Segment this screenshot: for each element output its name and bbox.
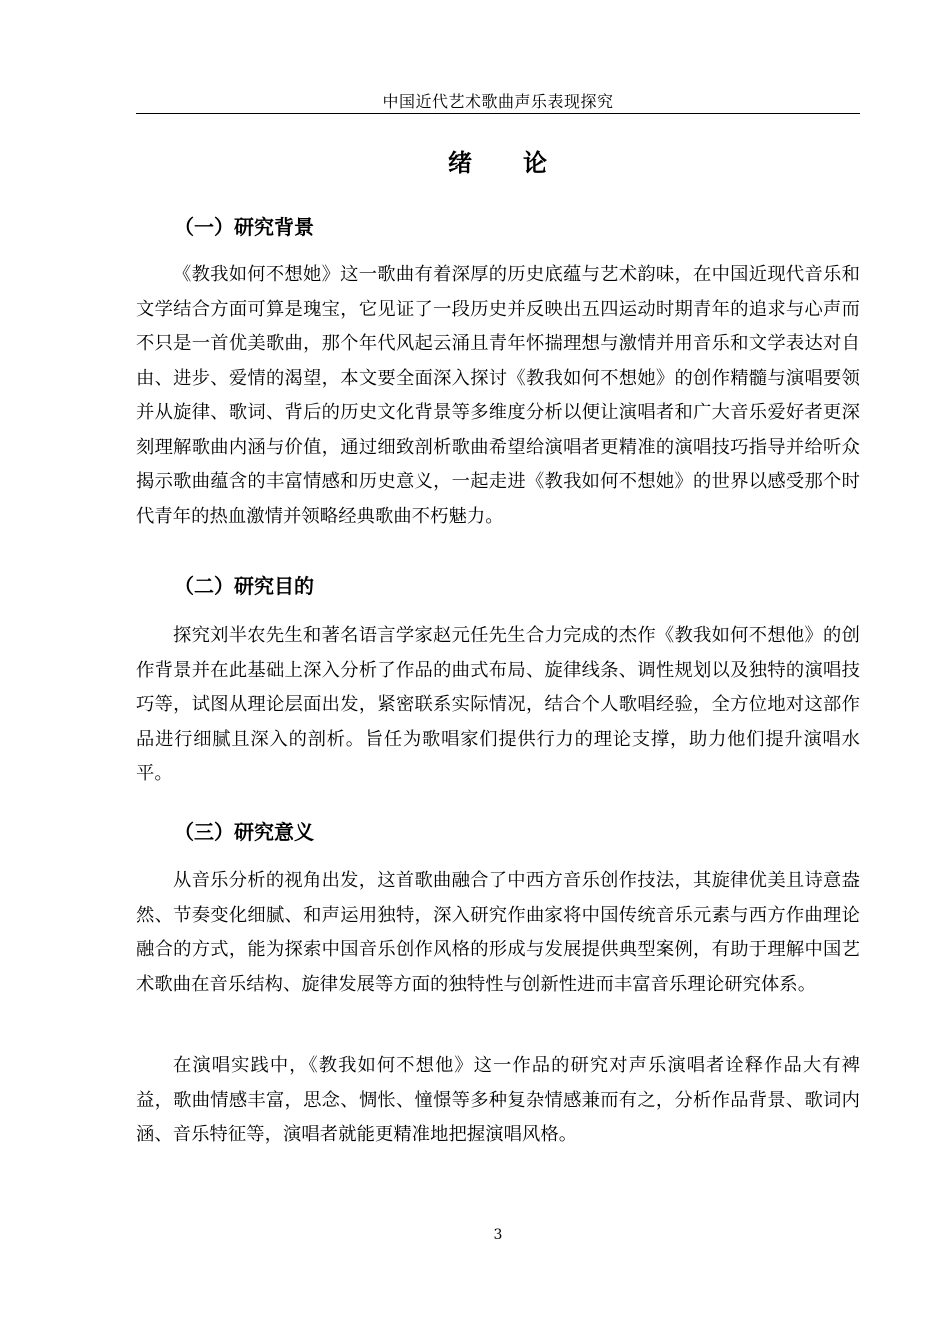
paragraph-background: 《教我如何不想她》这一歌曲有着深厚的历史底蕴与艺术韵味，在中国近现代音乐和文学结合方面可算是瑰宝，它见证了一段历史并反映出五四运动时期青年的追求与心声而不只是一首优美歌曲，那个年代风起云涌且青年怀揣理想与激情并用音乐和文学表达对自由、进步、爱情的渴望，本文要全面深入探讨《教我如何不想她》的创作精髓与演唱要领并从旋律、歌词、背后的历史文化背景等多维度分析以便让演唱者和广大音乐爱好者更深刻理解歌曲内涵与价值，通过细致剖析歌曲希望给演唱者更精准的演唱技巧指导并给听众揭示歌曲蕴含的丰富情感和历史意义，一起走进《教我如何不想她》的世界以感受那个时代青年的热血激情并领略经典歌曲不朽魅力。 — [136, 264, 860, 527]
page-number: 3 — [493, 1227, 503, 1243]
section-heading-significance: （三）研究意义 — [174, 820, 314, 844]
chapter-title — [136, 146, 860, 180]
running-header: 中国近代艺术歌曲声乐表现探究 — [382, 92, 614, 111]
section-heading-background: （一）研究背景 — [174, 215, 314, 239]
section-heading-purpose: （二）研究目的 — [174, 574, 314, 598]
paragraph-significance-performance: 在演唱实践中，《教我如何不想他》这一作品的研究对声乐演唱者诠释作品大有裨益，歌曲情感丰富，思念、惆怅、憧憬等多种复杂情感兼而有之，分析作品背景、歌词内涵、音乐特征等，演唱者就能更精准地把握演唱风格。 — [136, 1055, 860, 1145]
chapter-title-part2: 论 — [523, 149, 548, 177]
header-rule — [136, 113, 860, 114]
chapter-title-part1: 绪 — [448, 149, 473, 177]
paragraph-significance-music: 从音乐分析的视角出发，这首歌曲融合了中西方音乐创作技法，其旋律优美且诗意盎然、节奏变化细腻、和声运用独特，深入研究作曲家将中国传统音乐元素与西方作曲理论融合的方式，能为探索中国音乐创作风格的形成与发展提供典型案例，有助于理解中国艺术歌曲在音乐结构、旋律发展等方面的独特性与创新性进而丰富音乐理论研究体系。 — [136, 870, 860, 995]
paragraph-purpose: 探究刘半农先生和著名语言学家赵元任先生合力完成的杰作《教我如何不想他》的创作背景并在此基础上深入分析了作品的曲式布局、旋律线条、调性规划以及独特的演唱技巧等，试图从理论层面出发，紧密联系实际情况，结合个人歌唱经验，全方位地对这部作品进行细腻且深入的剖析。旨任为歌唱家们提供行力的理论支撑，助力他们提升演唱水平。 — [136, 625, 860, 784]
